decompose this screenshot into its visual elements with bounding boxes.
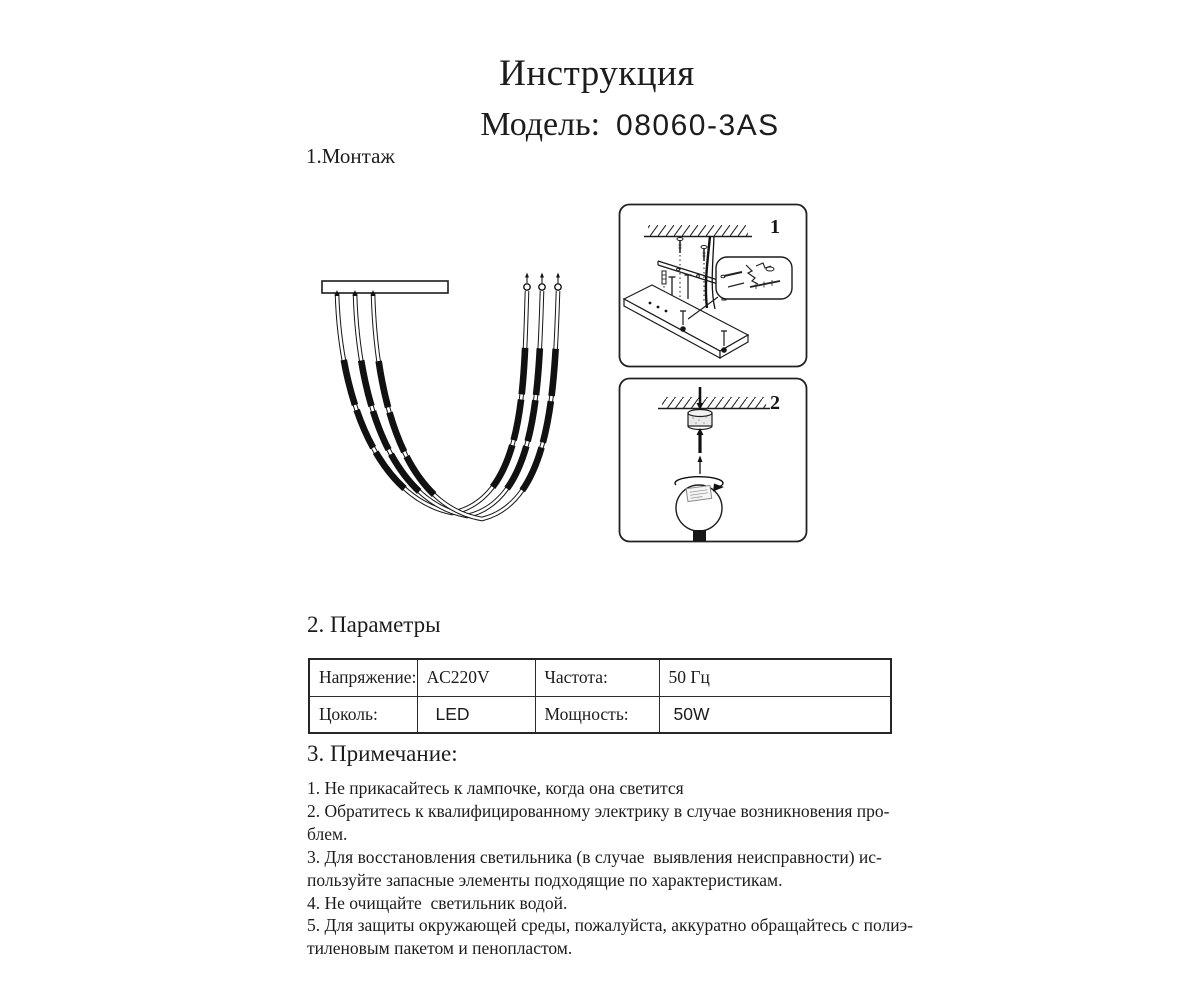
- page-title: Инструкция: [499, 53, 695, 94]
- param-value-frequency: 50 Гц: [659, 659, 891, 696]
- note-line: 1. Не прикасайтесь к лампочке, когда она светится: [307, 778, 684, 798]
- ceiling-cup: [688, 410, 712, 430]
- param-label-socket: Цоколь:: [309, 696, 417, 733]
- model-label: Модель:: [480, 106, 601, 143]
- note-line: тиленовым пакетом и пенопластом.: [307, 938, 573, 959]
- ceiling-hatch: [644, 225, 752, 237]
- ceiling-hatch: [658, 397, 770, 409]
- model-number: 08060-3AS: [616, 109, 780, 142]
- note-line: 3. Для восстановления светильника (в случае выявления неисправности) ис-: [307, 846, 882, 867]
- mounting-step1-figure: [618, 203, 808, 369]
- section-notes-heading: 3. Примечание:: [307, 741, 458, 766]
- ceiling-bar: [322, 281, 448, 293]
- section-montage-heading: 1.Монтаж: [306, 144, 395, 168]
- param-label-frequency: Частота:: [535, 659, 659, 696]
- globe-label: [686, 485, 712, 501]
- table-row: [309, 659, 891, 696]
- param-value-power: 50W: [659, 696, 891, 733]
- lamp-cables: [337, 291, 558, 519]
- param-label-power: Мощность:: [535, 696, 659, 733]
- note-line: 4. Не очищайте светильник водой.: [307, 892, 568, 913]
- section-parameters-heading: 2. Параметры: [307, 612, 441, 637]
- model-line: [330, 106, 930, 144]
- mounting-step2-figure: [618, 377, 808, 544]
- param-value-voltage: AC220V: [417, 659, 535, 696]
- cable-end-connectors: [524, 273, 561, 291]
- step1-number: 1: [770, 216, 780, 238]
- param-label-voltage: Напряжение:: [309, 659, 417, 696]
- note-line: 2. Обратитесь к квалифицированному электрику в случае возникновения про-: [307, 800, 890, 821]
- param-value-socket: LED: [417, 696, 535, 733]
- globe-stem: [693, 530, 706, 541]
- parameters-table: [308, 658, 892, 734]
- note-line: 5. Для защиты окружающей среды, пожалуйста, аккуратно обращайтесь с полиэ-: [307, 915, 913, 936]
- note-line: пользуйте запасные элементы подходящие по характеристикам.: [307, 869, 783, 890]
- step2-number: 2: [770, 392, 780, 414]
- note-line: блем.: [307, 823, 348, 844]
- table-row: [309, 696, 891, 733]
- pendant-lamp-figure: [280, 250, 600, 540]
- notes-list: [307, 777, 913, 960]
